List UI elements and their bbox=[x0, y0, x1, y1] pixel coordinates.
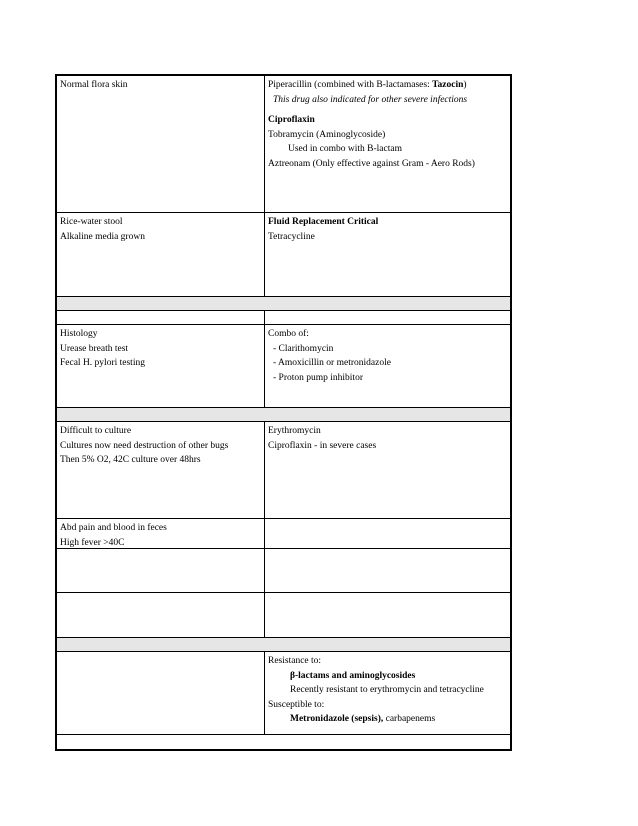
cell-line: Fecal H. pylori testing bbox=[60, 358, 145, 368]
drug-name: Tazocin bbox=[432, 80, 464, 90]
cell-heading: β-lactams and aminoglycosides bbox=[290, 670, 416, 681]
cell-line: Difficult to culture bbox=[60, 426, 132, 436]
presentation-cell bbox=[57, 519, 265, 548]
cell-line: Used in combo with B-lactam bbox=[288, 144, 402, 154]
empty-cell bbox=[265, 297, 510, 310]
cell-text: carbapenems bbox=[385, 714, 436, 724]
presentation-cell bbox=[57, 76, 265, 212]
cell-line: High fever >40C bbox=[60, 537, 125, 548]
empty-cell bbox=[265, 593, 510, 637]
table-row bbox=[57, 519, 510, 549]
separator-row bbox=[57, 297, 510, 311]
cell-line: Normal flora skin bbox=[60, 80, 128, 90]
cell-text: ) bbox=[463, 80, 467, 90]
cell-text: Piperacillin (combined with B-lactamases: bbox=[268, 80, 433, 90]
cell-line: Cultures now need destruction of other bugs bbox=[60, 440, 229, 451]
cell-line: Combo of: bbox=[268, 329, 309, 339]
table-row bbox=[57, 76, 510, 213]
empty-cell bbox=[57, 638, 265, 651]
cell-line: Ciproflaxin - in severe cases bbox=[268, 440, 377, 451]
cell-note: This drug also indicated for other severe infections bbox=[273, 94, 468, 105]
cell-line: Tobramycin (Aminoglycoside) bbox=[268, 129, 386, 140]
cell-line: Then 5% O2, 42C culture over 48hrs bbox=[60, 455, 201, 465]
empty-cell bbox=[265, 549, 510, 592]
empty-cell bbox=[57, 652, 265, 734]
treatment-cell bbox=[265, 76, 510, 212]
table-row bbox=[57, 652, 510, 735]
cell-line: Urease breath test bbox=[60, 343, 129, 354]
empty-cell bbox=[57, 311, 265, 324]
cell-line: Aztreonam (Only effective against Gram - Aero Rods) bbox=[268, 158, 475, 169]
table-row bbox=[57, 549, 510, 593]
empty-cell bbox=[265, 311, 510, 324]
empty-cell bbox=[57, 408, 265, 421]
empty-cell bbox=[265, 519, 510, 548]
presentation-cell bbox=[57, 422, 265, 518]
empty-cell bbox=[57, 297, 265, 310]
cell-line bbox=[268, 712, 507, 727]
cell-line: Recently resistant to erythromycin and tetracycline bbox=[290, 685, 484, 695]
table-row bbox=[57, 325, 510, 408]
cell-heading: Fluid Replacement Critical bbox=[268, 217, 379, 227]
separator-row bbox=[57, 408, 510, 422]
treatment-cell bbox=[265, 652, 510, 734]
empty-cell bbox=[265, 408, 510, 421]
cell-line: Tetracycline bbox=[268, 231, 315, 242]
empty-cell bbox=[265, 735, 510, 749]
cell-line: - Proton pump inhibitor bbox=[273, 372, 363, 383]
table-row bbox=[57, 311, 510, 325]
drug-name: Metronidazole (sepsis), bbox=[290, 714, 384, 724]
table-row bbox=[57, 422, 510, 519]
drug-name: Ciproflaxin bbox=[268, 115, 315, 125]
separator-row bbox=[57, 638, 510, 652]
empty-cell bbox=[265, 638, 510, 651]
treatment-cell bbox=[265, 422, 510, 518]
table-row bbox=[57, 593, 510, 638]
cell-line: Susceptible to: bbox=[268, 699, 325, 710]
cell-line: Alkaline media grown bbox=[60, 231, 145, 242]
empty-cell bbox=[57, 593, 265, 637]
cell-line bbox=[268, 78, 507, 93]
empty-cell bbox=[57, 549, 265, 592]
cell-line: Abd pain and blood in feces bbox=[60, 523, 167, 533]
table-row bbox=[57, 735, 510, 749]
empty-cell bbox=[57, 735, 265, 749]
presentation-cell bbox=[57, 325, 265, 407]
treatment-cell bbox=[265, 213, 510, 296]
cell-line: Resistance to: bbox=[268, 656, 322, 666]
cell-line: Histology bbox=[60, 329, 98, 339]
presentation-cell bbox=[57, 213, 265, 296]
cell-line: Rice-water stool bbox=[60, 217, 123, 227]
treatment-cell bbox=[265, 325, 510, 407]
drug-table bbox=[55, 74, 512, 751]
table-row bbox=[57, 213, 510, 297]
cell-line: Erythromycin bbox=[268, 426, 321, 436]
cell-line: - Clarithomycin bbox=[273, 343, 334, 354]
cell-line: - Amoxicillin or metronidazole bbox=[273, 358, 391, 368]
